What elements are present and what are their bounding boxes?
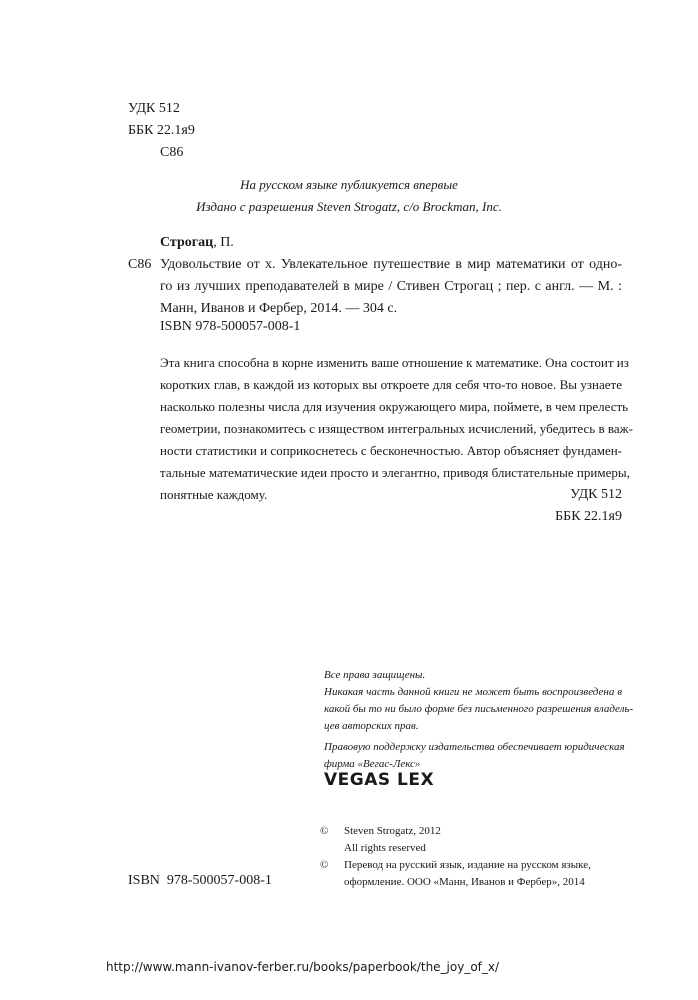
notice-line-2: Издано с разрешения Steven Strogatz, c/o Brockman, Inc. xyxy=(196,199,502,214)
publication-notice xyxy=(0,174,698,218)
rights-line: фирма «Вегас-Лекс» xyxy=(324,758,421,770)
copyright-block xyxy=(320,823,622,891)
rights-line: Правовую поддержку издательства обеспечивает юридическая xyxy=(324,741,625,753)
author-mark: С86 xyxy=(160,145,184,160)
isbn-record: ISBN 978-500057-008-1 xyxy=(160,319,301,334)
rights-line: Никакая часть данной книги не может быть воспроизведена в xyxy=(324,686,622,698)
annotation-line: ности статистики и соприкоснетесь с бесконечностью. Автор объясняет фундамен- xyxy=(160,443,622,458)
bib-author xyxy=(160,232,234,254)
copyright-row xyxy=(320,857,622,874)
author-surname: Строгац xyxy=(160,235,214,250)
annotation-line: тальные математические идеи просто и элегантно, приводя блистательные примеры, xyxy=(160,465,630,480)
author-initial: , П. xyxy=(213,235,234,250)
copyright-row xyxy=(320,840,622,857)
annotation-line: геометрии, познакомитесь с изяществом интегральных исчислений, убедитесь в важ- xyxy=(160,421,633,436)
udk-code: УДК 512 xyxy=(128,101,180,116)
annotation-line: Эта книга способна в корне изменить ваше отношение к математике. Она состоит из xyxy=(160,355,629,370)
copyright-line: оформление. ООО «Манн, Иванов и Фербер», 2014 xyxy=(344,876,585,888)
rights-line: какой бы то ни было форме без письменного разрешения владель- xyxy=(324,703,634,715)
vegas-lex-logo: VEGAS LEX xyxy=(324,770,435,790)
annotation-line: понятные каждому. xyxy=(160,487,268,502)
source-url-link[interactable]: http://www.mann-ivanov-ferber.ru/books/paperbook/the_joy_of_x/ xyxy=(106,960,500,974)
copyright-line: Steven Strogatz, 2012 xyxy=(344,825,441,837)
bib-line: го из лучших преподавателей в мире / Стивен Строгац ; пер. с англ. — М. : xyxy=(160,279,622,294)
bib-code: С86 xyxy=(128,257,152,272)
rights-line: цев авторских прав. xyxy=(324,720,419,732)
copyright-icon: © xyxy=(320,859,329,871)
bib-line: Удовольствие от x. Увлекательное путешествие в мир математики от одно- xyxy=(160,257,622,272)
rights-notice xyxy=(324,667,634,773)
copyright-line: Перевод на русский язык, издание на русском языке, xyxy=(344,859,591,871)
copyright-icon: © xyxy=(320,825,329,837)
rights-line: Все права защищены. xyxy=(324,669,426,681)
bbk-code: ББК 22.1я9 xyxy=(128,123,195,138)
udk-code-right: УДК 512 xyxy=(570,487,622,502)
copyright-row xyxy=(320,823,622,840)
bib-line: Манн, Иванов и Фербер, 2014. — 304 с. xyxy=(160,301,398,316)
copyright-line: All rights reserved xyxy=(344,842,426,854)
annotation xyxy=(160,352,633,506)
notice-line-1: На русском языке публикуется впервые xyxy=(240,177,458,192)
annotation-line: коротких глав, в каждой из которых вы откроете для себя что-то новое. Вы узнаете xyxy=(160,377,622,392)
isbn-bottom: ISBN 978-500057-008-1 xyxy=(128,873,272,888)
bib-description xyxy=(160,254,622,320)
bbk-code-right: ББК 22.1я9 xyxy=(555,509,622,524)
annotation-line: насколько полезны числа для изучения окружающего мира, поймете, в чем прелесть xyxy=(160,399,629,414)
copyright-row xyxy=(320,874,622,891)
